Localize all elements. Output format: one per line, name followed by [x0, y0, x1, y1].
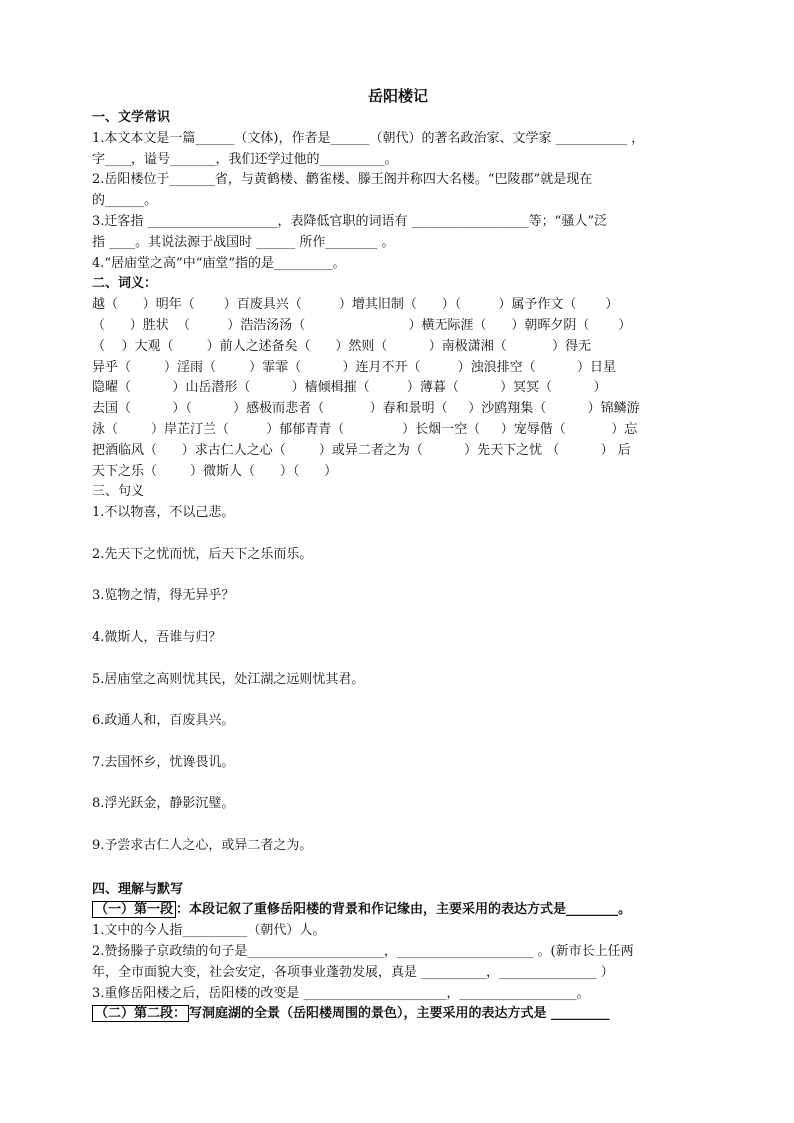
literary-q-line: 4.“居庙堂之高”中“庙堂”指的是_________。: [92, 255, 346, 271]
comprehension-q2a: 2.赞扬滕子京政绩的句子是_____________________，_____________________ 。(新市长上任两: [92, 944, 634, 960]
paragraph2-text: 写洞庭湖的全景（岳阳楼周围的景色），主要采用的表达方式是 _________: [189, 1006, 610, 1022]
answer-space[interactable]: [92, 690, 704, 711]
literary-q-line: 2.岳阳楼位于_______省，与黄鹤楼、鹳雀楼、滕王阁并称四大名楼。“巴陵郡”就是现在: [92, 172, 593, 188]
answer-space[interactable]: [92, 566, 704, 587]
answer-space[interactable]: [92, 649, 704, 670]
paragraph2-label: （二）第二段：: [92, 1005, 189, 1022]
sentence-item: 5.居庙堂之高则忧其民，处江湖之远则忧其君。: [92, 671, 365, 687]
answer-space[interactable]: [92, 815, 704, 836]
section-heading-comprehension: 四、理解与默写: [92, 881, 184, 897]
sentence-item: 7.去国怀乡，忧谗畏讥。: [92, 754, 235, 770]
literary-q-line: 的______。: [92, 193, 158, 209]
sentence-item: 9.予尝求古仁人之心，或异二者之为。: [92, 837, 313, 853]
paragraph2-instruction: [92, 1004, 704, 1025]
page-title: 岳阳楼记: [367, 87, 428, 105]
section-heading-literary-knowledge: 一、文学常识: [92, 110, 171, 125]
answer-space[interactable]: [92, 524, 704, 545]
sentence-item: 3.览物之情，得无异乎？: [92, 588, 235, 604]
answer-space[interactable]: [92, 607, 704, 628]
word-meaning-line: 把酒临风（ ）求古仁人之心（ ）或异二者之为（ ）先天下之忧 （ ） 后: [92, 442, 631, 458]
answer-space[interactable]: [92, 774, 704, 795]
comprehension-q1: 1.文中的今人指__________（朝代）人。: [92, 923, 326, 939]
word-meaning-line: 去国（ ）（ ）感极而悲者（ ）春和景明（ ）沙鸥翔集（ ）锦鳞游: [92, 401, 640, 417]
comprehension-q3: 3.重修岳阳楼之后，岳阳楼的改变是 ______________________，__________________。: [92, 985, 590, 1001]
word-meaning-line: 天下之乐（ ）微斯人（ ）（ ）: [92, 463, 338, 479]
sentence-item: 2.先天下之忧而忧，后天下之乐而乐。: [92, 546, 313, 562]
answer-space[interactable]: [92, 857, 704, 880]
word-meaning-line: （ ）大观（ ）前人之述备矣（ ）然则（ ）南极潇湘（ ）得无: [92, 338, 592, 354]
literary-q-line: 字____，谥号_______，我们还学过他的__________。: [92, 151, 398, 167]
literary-q-line: 1.本文本文是一篇______（文体)，作者是______（朝代）的著名政治家、文学家 ___________ ，: [92, 130, 645, 146]
paragraph1-label: （一）第一段: [92, 901, 176, 918]
word-meaning-line: 泳（ ）岸芷汀兰（ ）郁郁青青（ ）长烟一空（ ）宠辱偕（ ）忘: [92, 421, 638, 437]
comprehension-q2b: 年，全市面貌大变，社会安定，各项事业蓬勃发展，真是 __________，_______________ ）: [92, 964, 614, 980]
word-meaning-line: 异乎（ ）淫雨（ ）霏霏（ ）连月不开（ ）浊浪排空（ ）日星: [92, 359, 616, 375]
section-heading-sentence-meaning: 三、句义: [92, 484, 145, 500]
word-meaning-line: （ ）胜状 （ ）浩浩汤汤（ ）横无际涯（ ）朝晖夕阴（ ）: [92, 317, 632, 333]
literary-q-line: 指 ____。其说法源于战国时 ______ 所作________ 。: [92, 234, 395, 250]
worksheet-page: [92, 84, 704, 1025]
sentence-item: 8.浮光跃金，静影沉璧。: [92, 796, 235, 812]
sentence-item: 6.政通人和，百废具兴。: [92, 713, 235, 729]
paragraph1-instruction: [92, 900, 704, 921]
paragraph1-text: ：本段记叙了重修岳阳楼的背景和作记缘由，主要采用的表达方式是________。: [176, 902, 632, 918]
word-meaning-line: 越（ ）明年（ ）百废具兴（ ）增其旧制（ ）（ ）属予作文（ ）: [92, 297, 619, 313]
answer-space[interactable]: [92, 732, 704, 753]
section-heading-word-meaning: 二、词义：: [92, 276, 158, 292]
sentence-item: 4.微斯人，吾谁与归？: [92, 629, 222, 645]
sentence-item: 1.不以物喜，不以己悲。: [92, 505, 235, 521]
word-meaning-line: 隐曜（ ）山岳潜形（ ）樯倾楫摧（ ）薄暮（ ）冥冥（ ）: [92, 380, 607, 396]
literary-q-line: 3.迁客指 ____________________，表降低官职的词语有 __________________等；“骚人”泛: [92, 213, 607, 229]
